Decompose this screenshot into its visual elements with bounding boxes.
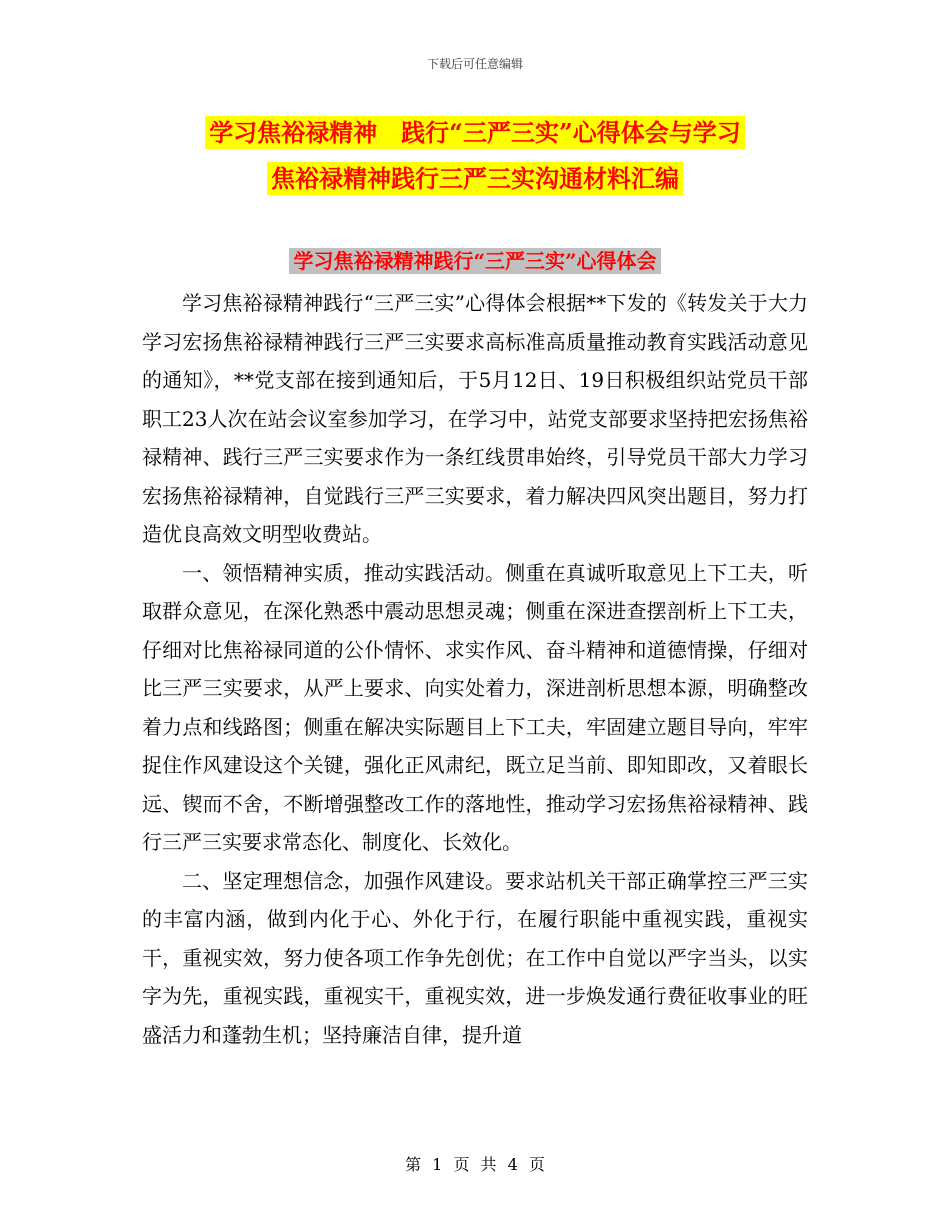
header-note: 下载后可任意编辑 [426,57,523,71]
paragraph-point-2: 二、坚定理想信念，加强作风建设。要求站机关干部正确掌控三严三实的丰富内涵，做到内化于心、外化于行，在履行职能中重视实践，重视实干，重视实效，努力使各项工作争先创优；在工作中自觉以严字当头，以实字为先，重视实践，重视实干，重视实效，进一步焕发通行费征收事业的旺盛活力和蓬勃生机；坚持廉洁自律，提升道 [142,868,808,1047]
paragraph-point-1: 一、领悟精神实质，推动实践活动。侧重在真诚听取意见上下工夫，听取群众意见，在深化熟悉中震动思想灵魂；侧重在深进查摆剖析上下工夫，仔细对比焦裕禄同道的公仆情怀、求实作风、奋斗精神和道德情操，仔细对比三严三实要求，从严上要求、向实处着力，深进剖析思想本源，明确整改着力点和线路图；侧重在解决实际题目上下工夫，牢固建立题目导向，牢牢捉住作风建设这个关键，强化正风肃纪，既立足当前、即知即改，又着眼长远、锲而不舍，不断增强整改工作的落地性，推动学习宏扬焦裕禄精神、践行三严三实要求常态化、制度化、长效化。 [142,560,808,854]
paragraph-intro: 学习焦裕禄精神践行“三严三实”心得体会根据**下发的《转发关于大力学习宏扬焦裕禄精神践行三严三实要求高标准高质量推动教育实践活动意见的通知》，**党支部在接到通知后，于5月12日、19日积极组织站党员干部职工23人次在站会议室参加学习，在学习中，站党支部要求坚持把宏扬焦裕禄精神、践行三严三实要求作为一条红线贯串始终，引导党员干部大力学习宏扬焦裕禄精神，自觉践行三严三实要求，着力解决四风突出题目，努力打造优良高效文明型收费站。 [142,291,808,546]
body-text [142,284,808,1054]
title-line-1: 学习焦裕禄精神 践行“三严三实”心得体会与学习 [205,116,745,149]
section-heading [140,244,810,278]
title-line-2: 焦裕禄精神践行三严三实沟通材料汇编 [267,162,683,195]
page-number: 第 1 页 共 4 页 [405,1155,545,1174]
section-heading-text: 学习焦裕禄精神践行“三严三实”心得体会 [289,248,660,274]
document-title [140,110,810,202]
